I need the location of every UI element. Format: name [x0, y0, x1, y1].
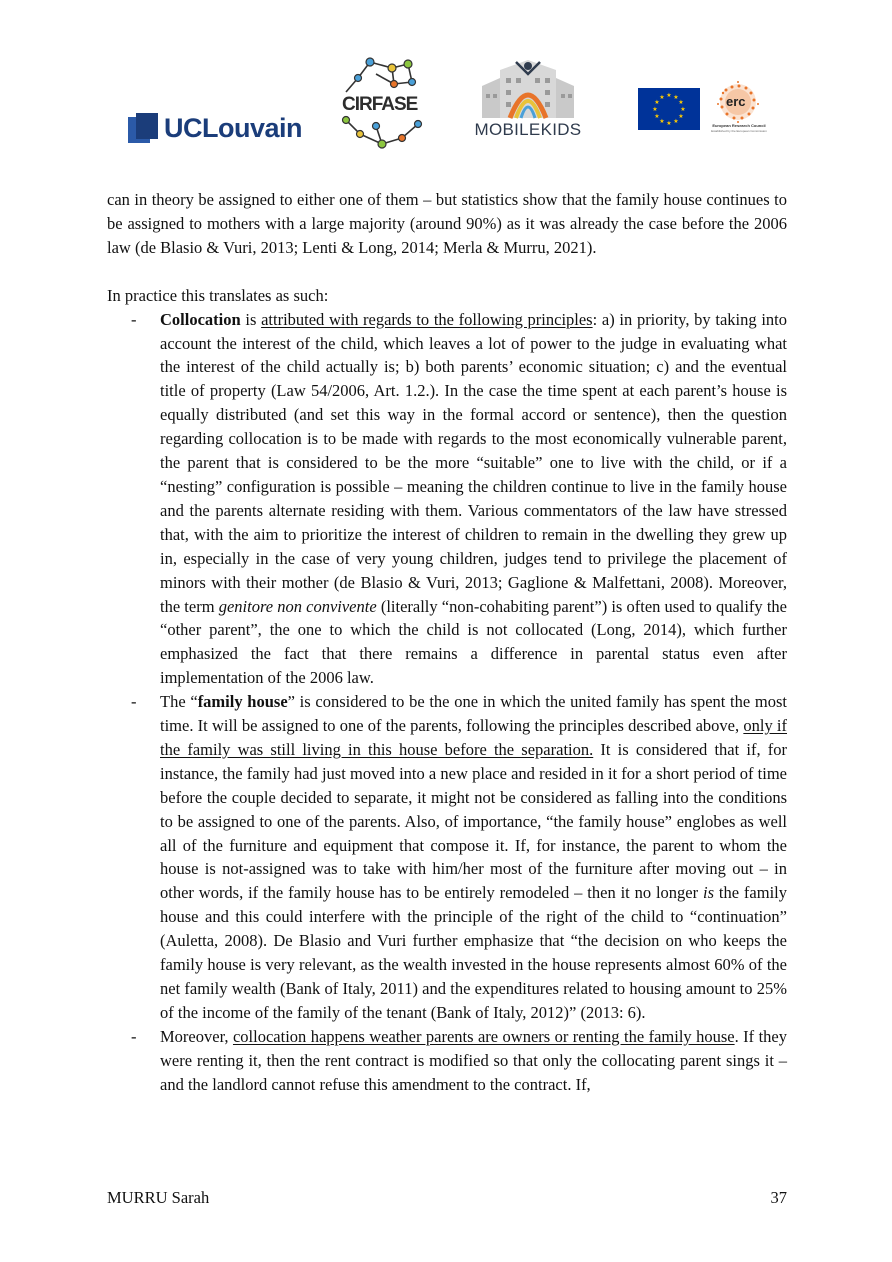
uclouvain-logo-text: UCLouvain	[164, 112, 303, 143]
text-span: It is considered that if, for instance, the family had just moved into a new place and resided in it for a short period of time before the couple decided to separate, it might not be considered as falling into the conditions to be assigned to one of the parents. Also, of importance, “the family house” englobes as well all of the furniture and equipment that compose it. If, for instance, the parent to whom the house is not-assigned was to take with him/her most of the furniture after moving out – in other words, if the family house has to be entirely remodeled – then it no longer	[160, 739, 787, 903]
svg-text:★: ★	[678, 99, 684, 106]
page-footer	[107, 1188, 787, 1208]
text-span: Moreover,	[160, 1026, 233, 1046]
cirfase-logo-text: CIRFASE	[342, 94, 418, 115]
svg-text:★: ★	[654, 113, 660, 120]
list-item-renting	[107, 1025, 787, 1097]
term-collocation: Collocation	[160, 309, 241, 329]
italic-term: is	[703, 883, 715, 903]
principles-list	[107, 308, 787, 1097]
mobilekids-logo-text: MOBILEKIDS	[474, 120, 582, 139]
list-item-collocation	[107, 308, 787, 691]
paragraph-intro: In practice this translates as such:	[107, 285, 329, 305]
svg-text:★: ★	[680, 106, 686, 113]
uclouvain-logo	[128, 110, 302, 146]
text-span: the family house and this could interfere with the principle of the right of the child to “continuation” (Auletta, 2008). De Blasio and Vuri further emphasize that “the decision on who keeps the family house is very relevant, as the wealth invested in the house represents almost 60% of the net family wealth (Bank of Italy, 2011) and the expenditures related to housing amount to 25% of the income of the family of the tenant (Bank of Italy, 2012)” (2013: 6).	[160, 883, 787, 1022]
text-span: is	[240, 309, 262, 329]
list-item-family-house	[107, 690, 787, 1025]
text-span: : a) in priority, by taking into account the interest of the child, which leaves a lot of power to the judge in evaluating what the interest of the child actually is; b) both parents’ economic situation; c) and the eventual title of property (Law 54/2006, Art. 1.2.). In the case the time spent at each parent’s house is equally distributed (and set this way in the formal accord or sentence), then the question regarding collocation is to be made with regards to the most economically vulnerable parent, the parent that is considered to be the more “suitable” one to live with the child, or if a “nesting” configuration is possible – meaning the children continue to live in the family house and the parents alternate residing with them. Various commentators of the law have stressed that, with the aim to prioritize the interest of children to remain in the dwelling they grew up in, especially in the case of very young children, judges tend to privilege the placement of minors with their mother (de Blasio & Vuri, 2013; Gaglione & Malfettani, 2008). Moreover, the term	[160, 309, 787, 616]
page-number: 37	[770, 1188, 787, 1207]
svg-text:★: ★	[678, 113, 684, 120]
paragraph-continuation: can in theory be assigned to either one of them – but statistics show that the family house continues to be assigned to mothers with a large majority (around 90%) as it was already the case before the 2006 law (de Blasio & Vuri, 2013; Lenti & Long, 2014; Merla & Murru, 2021).	[107, 190, 787, 257]
svg-text:★: ★	[666, 120, 672, 127]
document-body	[107, 188, 787, 1097]
svg-text:★: ★	[654, 99, 660, 106]
svg-text:★: ★	[666, 92, 672, 99]
svg-text:★: ★	[659, 94, 665, 101]
underlined-text: collocation happens weather parents are owners or renting the family house	[232, 1026, 735, 1046]
svg-text:★: ★	[652, 106, 658, 113]
eu-flag-logo	[638, 88, 700, 130]
mobilekids-logo	[460, 56, 596, 144]
text-span: The “	[160, 692, 198, 712]
erc-logo	[706, 80, 770, 140]
mobilekids-building-icon	[460, 56, 596, 122]
eu-flag-icon	[638, 88, 700, 130]
svg-text:★: ★	[673, 118, 679, 125]
text-span: . If they were renting it, then the rent contract is modified so that only the collocating parent sings it – and the landlord cannot refuse this amendment to the contract. If,	[160, 1026, 787, 1094]
text-span: ” is considered to be the one in which the united family has spent the most time. It will be assigned to one of the parents, following the principles described above,	[160, 692, 787, 736]
svg-text:★: ★	[659, 118, 665, 125]
uclouvain-mark-icon	[128, 113, 158, 143]
underlined-text: attributed with regards to the following principles	[261, 309, 593, 329]
erc-logo-tagline: Established by the European Commission	[711, 129, 767, 133]
italic-term: genitore non convivente	[218, 596, 377, 616]
underlined-text: only if the family was still living in this house before the separation.	[160, 716, 787, 759]
erc-logo-subtitle: European Research Council	[712, 123, 766, 128]
term-family-house: family house	[197, 692, 288, 712]
text-span: (literally “non-cohabiting parent”) is often used to qualify the “other parent”, the one to which the child is not collocated (Long, 2014), which further emphasized the fact that there remains a difference in parental status even after implementation of the 2006 law.	[160, 596, 787, 688]
footer-author: MURRU Sarah	[107, 1188, 210, 1207]
svg-text:★: ★	[673, 94, 679, 101]
header-logos	[0, 0, 892, 175]
erc-logo-text: erc	[726, 94, 746, 109]
cirfase-logo	[336, 54, 432, 152]
